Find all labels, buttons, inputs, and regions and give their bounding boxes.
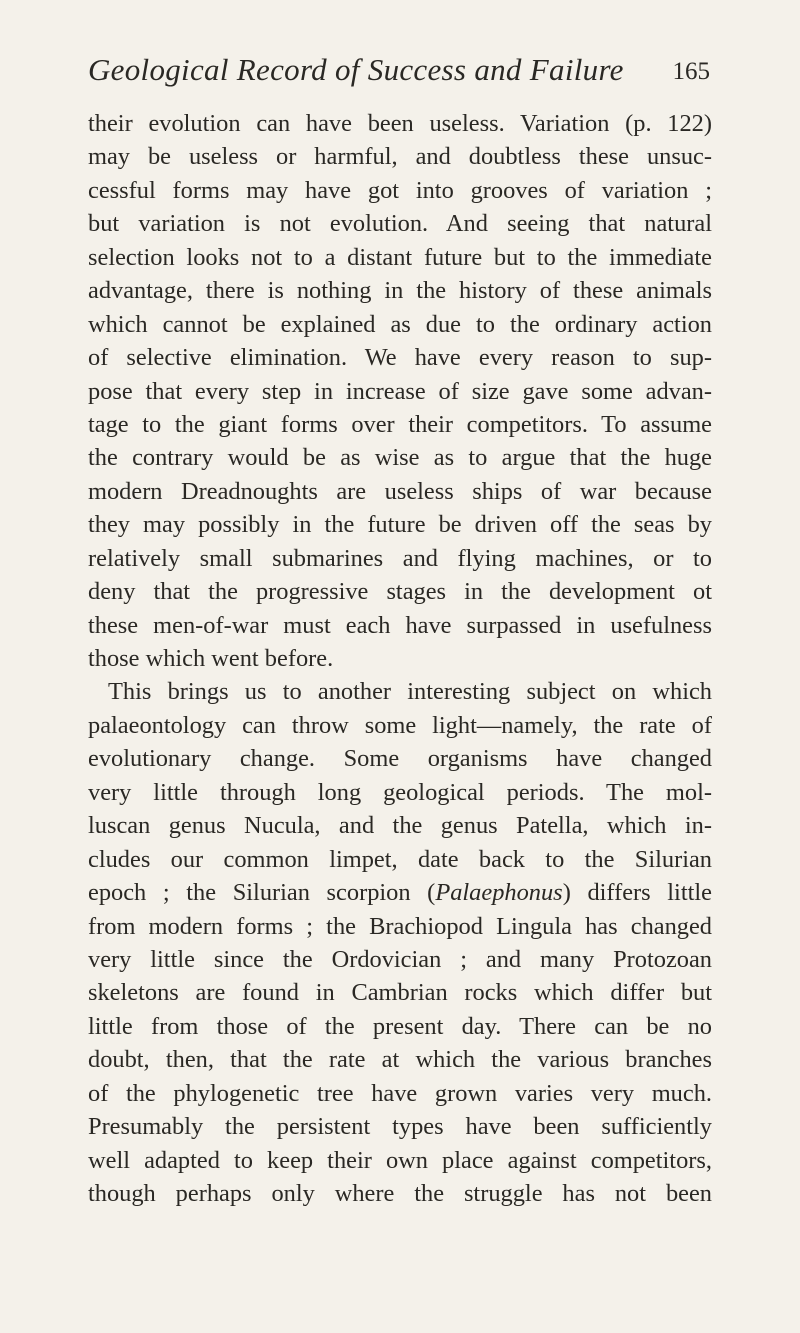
text-line: Presumably the persistent types have been sufficiently — [88, 1113, 712, 1141]
text-line: deny that the progressive stages in the development ot — [88, 578, 712, 606]
running-title: Geological Record of Success and Failure — [88, 52, 624, 87]
text-line: of selective elimination. We have every reason to sup- — [88, 344, 712, 372]
text-line — [88, 876, 712, 909]
italic-species-name: Palaephonus — [435, 879, 563, 907]
text-line: which cannot be explained as due to the ordinary action — [88, 310, 712, 338]
text-line: little from those of the present day. There can be no — [88, 1012, 712, 1040]
text-line: cessful forms may have got into grooves of variation ; — [88, 176, 712, 204]
text-line: cludes our common limpet, date back to the Silurian — [88, 845, 712, 873]
text-segment: ) differs little — [562, 879, 712, 907]
text-line: very little since the Ordovician ; and many Protozoan — [88, 945, 712, 973]
body-text — [88, 107, 712, 1210]
text-line: though perhaps only where the struggle has not been — [88, 1180, 712, 1207]
text-line: very little through long geological periods. The mol- — [88, 778, 712, 806]
text-line: selection looks not to a distant future but to the immediate — [88, 243, 712, 271]
text-line: the contrary would be as wise as to argue that the huge — [88, 444, 712, 472]
text-line: relatively small submarines and flying machines, or to — [88, 544, 712, 572]
text-line: well adapted to keep their own place against competitors, — [88, 1146, 712, 1174]
text-line: from modern forms ; the Brachiopod Lingula has changed — [88, 912, 712, 940]
text-line: pose that every step in increase of size gave some advan- — [88, 377, 712, 405]
text-line: their evolution can have been useless. Variation (p. 122) — [88, 110, 712, 137]
text-line: those which went before. — [88, 645, 334, 672]
text-line: of the phylogenetic tree have grown varies very much. — [88, 1079, 712, 1107]
text-line: tage to the giant forms over their competitors. To assume — [88, 410, 712, 438]
text-line: skeletons are found in Cambrian rocks which differ but — [88, 979, 712, 1007]
text-line: modern Dreadnoughts are useless ships of war because — [88, 477, 712, 505]
text-line: This brings us to another interesting subject on which — [108, 678, 712, 706]
text-line: they may possibly in the future be driven off the seas by — [88, 511, 712, 539]
text-line: may be useless or harmful, and doubtless these unsuc- — [88, 143, 712, 171]
text-line: palaeontology can throw some light—namely, the rate of — [88, 711, 712, 739]
text-line: advantage, there is nothing in the history of these animals — [88, 277, 712, 305]
text-line: but variation is not evolution. And seeing that natural — [88, 210, 712, 238]
text-line: doubt, then, that the rate at which the various branches — [88, 1046, 712, 1074]
text-line: evolutionary change. Some organisms have changed — [88, 745, 712, 773]
page-number: 165 — [672, 58, 710, 85]
page-header — [88, 52, 710, 92]
text-segment: epoch ; the Silurian scorpion ( — [88, 879, 436, 907]
text-line: these men-of-war must each have surpassed in usefulness — [88, 611, 712, 639]
text-line: luscan genus Nucula, and the genus Patella, which in- — [88, 812, 712, 840]
